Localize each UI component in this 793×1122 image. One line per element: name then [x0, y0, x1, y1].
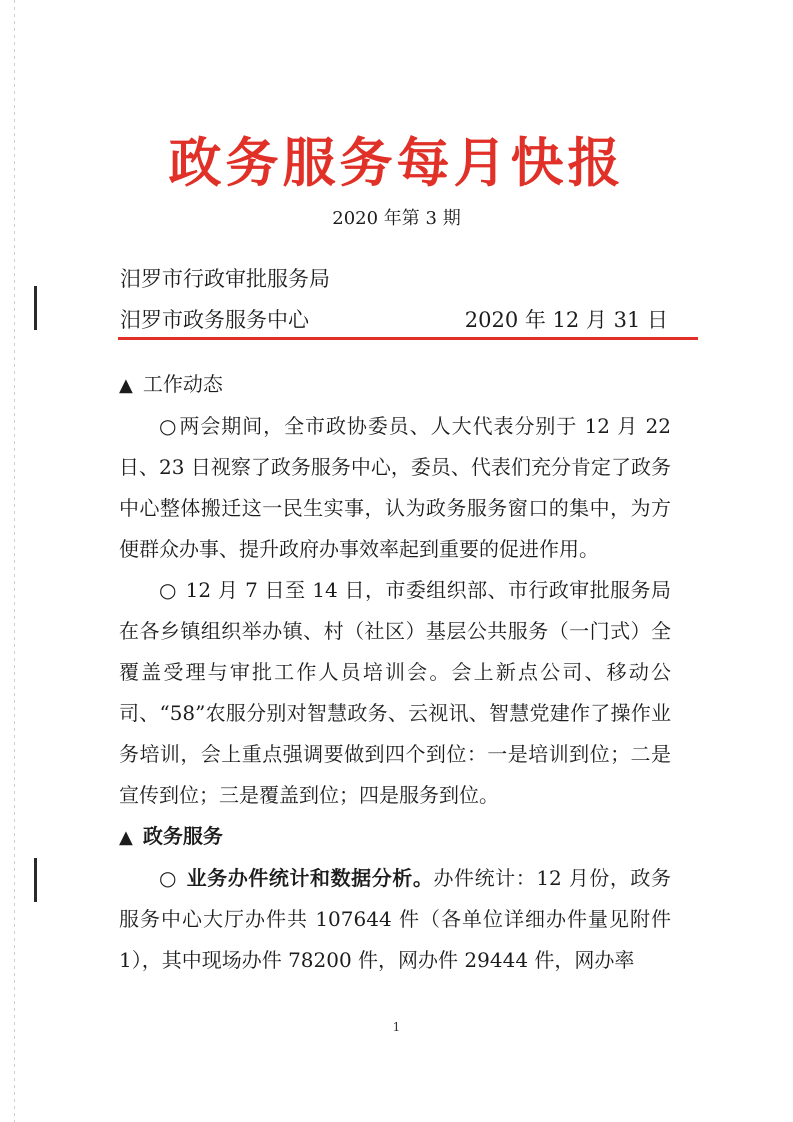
issue-date: 2020 年 12 月 31 日 [464, 308, 668, 332]
issuer-org-secondary: 汨罗市政务服务中心 [120, 308, 309, 332]
scan-mark-upper [34, 286, 37, 330]
red-divider-rule [118, 337, 698, 340]
paragraph-text: 办件统计：12 月份，政务服务中心大厅办件共 107644 件（各单位详细办件量见附件 1），其中现场办件 78200 件，网办件 29444 件，网办率 [119, 866, 671, 972]
section-heading-label: 工作动态 [142, 372, 223, 396]
circle-bullet-icon: ○ [159, 414, 178, 438]
services-paragraph [119, 858, 671, 981]
circle-bullet-icon: ○ [159, 866, 178, 890]
issuer-org-primary: 汨罗市行政审批服务局 [120, 267, 330, 291]
triangle-marker-icon: ▲ [119, 375, 133, 396]
bulletin-body [119, 364, 671, 981]
news-paragraph [119, 406, 671, 570]
circle-bullet-icon: ○ [159, 578, 177, 602]
triangle-marker-icon: ▲ [119, 827, 133, 848]
scan-mark-lower [34, 858, 37, 902]
paragraph-text: 12 月 7 日至 14 日，市委组织部、市行政审批服务局在各乡镇组织举办镇、村（社区）基层公共服务（一门式）全覆盖受理与审批工作人员培训会。会上新点公司、移动公司、“58”农服分别对智慧政务、云视讯、智慧党建作了操作业务培训，会上重点强调要做到四个到位：一是培训到位；二是宣传到位；三是覆盖到位；四是服务到位。 [119, 578, 671, 807]
paragraph-lead: 业务办件统计和数据分析。 [179, 866, 434, 890]
section-heading-work-news [119, 364, 671, 406]
paragraph-text: 两会期间，全市政协委员、人大代表分别于 12 月 22 日、23 日视察了政务服务中心，委员、代表们充分肯定了政务中心整体搬迁这一民生实事，认为政务服务窗口的集中，为方便群众办事、提升政府办事效率起到重要的促进作用。 [119, 414, 671, 561]
section-heading-gov-services [119, 816, 671, 858]
issue-number: 2020 年第 3 期 [332, 208, 461, 229]
page-number: 1 [392, 1020, 401, 1034]
section-heading-label: 政务服务 [142, 824, 223, 848]
masthead-title: 政务服务每月快报 [168, 132, 625, 194]
news-paragraph [119, 570, 671, 816]
